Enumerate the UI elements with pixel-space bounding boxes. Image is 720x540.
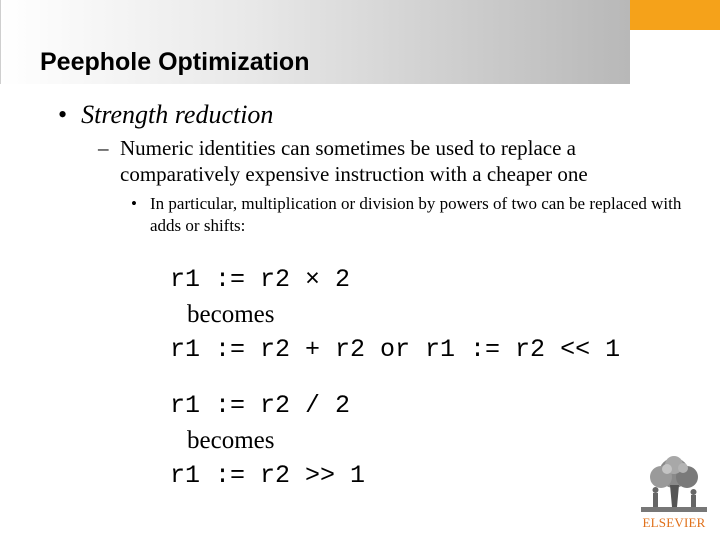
bullet-text: Strength reduction — [81, 100, 274, 129]
becomes-label-1: becomes — [187, 301, 275, 328]
sub-sub-bullet — [131, 193, 691, 237]
elsevier-tree-icon — [637, 455, 711, 515]
bullet-marker: • — [58, 100, 68, 129]
elsevier-logo — [637, 455, 711, 537]
sub-bullet-text: Numeric identities can sometimes be used to replace a comparatively expensive instruction with a cheaper one — [120, 136, 588, 186]
code-example1-line2: r1 := r2 + r2 or r1 := r2 << 1 — [170, 335, 621, 364]
code-example1-line1: r1 := r2 × 2 — [170, 265, 351, 294]
code-example2-line1: r1 := r2 / 2 — [170, 391, 351, 420]
accent-block-lower — [630, 30, 720, 84]
code-example2-line2: r1 := r2 >> 1 — [170, 461, 366, 490]
sub-sub-bullet-text: In particular, multiplication or division by powers of two can be replaced with adds or shifts: — [150, 194, 682, 235]
sub-bullet — [98, 135, 698, 187]
becomes-label-2: becomes — [187, 427, 275, 454]
dash-marker: – — [98, 136, 109, 160]
accent-block — [630, 0, 720, 30]
bullet-strength-reduction — [58, 99, 273, 131]
title-bar-edge — [0, 0, 1, 84]
slide-title: Peephole Optimization — [40, 48, 310, 76]
small-bullet-marker: • — [131, 194, 137, 213]
elsevier-wordmark: ELSEVIER — [642, 515, 706, 530]
